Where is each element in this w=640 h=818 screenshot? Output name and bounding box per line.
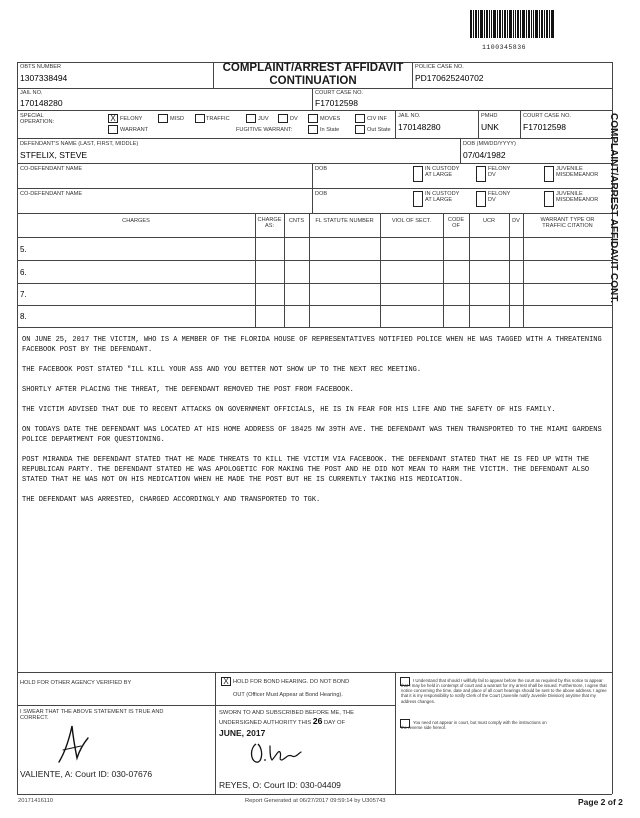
warrant-checkbox[interactable] — [108, 125, 118, 134]
barcode-number: 1100345836 — [482, 44, 527, 51]
narrative-paragraph: THE VICTIM ADVISED THAT DUE TO RECENT ATTACKS ON GOVERNMENT OFFICIALS, HE IS IN FEAR FOR HIS LIFE AND THE SAFETY OF HIS FAMILY. — [22, 406, 556, 414]
table-row: 8. — [20, 312, 27, 321]
divider — [478, 110, 479, 138]
in-custody: IN CUSTODY — [425, 166, 460, 172]
cnts-header: CNTS — [288, 218, 305, 224]
in-state-label: In State — [320, 127, 340, 133]
narrative-paragraph: THE FACEBOOK POST STATED "ILL KILL YOUR ASS AND YOU BETTER NOT SHOW UP TO THE NEXT REC MEETING. — [22, 366, 422, 374]
jail-label: JAIL NO. — [20, 90, 43, 96]
codefendant-dob-label: DOB — [315, 166, 328, 172]
felony-label: FELONY — [120, 116, 143, 122]
divider — [395, 672, 396, 794]
signature-reyes — [248, 738, 304, 768]
ucr-header: UCR — [482, 218, 496, 224]
codefendant-dob-label: DOB — [315, 191, 328, 197]
dob-value: 07/04/1982 — [463, 150, 506, 160]
felony-dv-label — [488, 166, 510, 178]
dv-header: DV — [512, 218, 520, 224]
warrant-header — [523, 217, 612, 230]
divider — [215, 672, 216, 794]
civ-inf-checkbox[interactable] — [355, 114, 365, 123]
special-jail-label: JAIL NO. — [398, 113, 421, 119]
warrant-h2: TRAFFIC CITATION — [542, 223, 593, 230]
col-line — [509, 213, 510, 327]
misd-checkbox[interactable] — [158, 114, 168, 123]
divider — [312, 88, 313, 110]
title-line-1: COMPLAINT/ARREST AFFIDAVIT — [222, 62, 404, 74]
row-line — [17, 163, 612, 164]
police-case-value: PD170625240702 — [415, 73, 484, 83]
row-line — [17, 138, 612, 139]
narrative-paragraph: THE DEFENDANT WAS ARRESTED, CHARGED ACCORDINGLY AND TRANSPORTED TO TGK. — [22, 496, 321, 504]
charge-as-header — [255, 217, 284, 230]
col-line — [284, 213, 285, 327]
hold-bond-text — [233, 679, 393, 699]
divider — [460, 138, 461, 163]
hold-bond-checkbox[interactable]: X — [221, 677, 231, 686]
police-case-label: POLICE CASE NO. — [415, 64, 464, 70]
moves-label: MOVES — [320, 116, 341, 122]
viol-header: VIOL OF SECT. — [391, 218, 432, 224]
title-line-2: CONTINUATION — [269, 74, 357, 87]
felony-dv-label — [488, 191, 510, 203]
row-line — [17, 283, 612, 284]
felony-dv-checkbox[interactable] — [476, 166, 486, 182]
charge-h1: CHARGE — [257, 217, 282, 223]
table-row: 7. — [20, 290, 27, 299]
narrative-paragraph: ON JUNE 25, 2017 THE VICTIM, WHO IS A MEMBER OF THE FLORIDA HOUSE OF REPRESENTATIVES NOTIFIED POLICE WHEN HE WAS TAGGED WITH A THREATENING FACEBOOK POST BY THE DEFENDANT. — [22, 336, 606, 354]
juv-label: JUV — [258, 116, 269, 122]
dv: DV — [488, 197, 496, 204]
narrative-paragraph: POST MIRANDA THE DEFENDANT STATED THAT HE MADE THREATS TO KILL THE VICTIM VIA FACEBOOK. THE DEFENDANT STATED THAT HE IS FED UP WITH THE REPUBLICAN PARTY. THE DEFENDANT STATED HE WAS APOLOGETIC FOR MAKING THE POST AND HE DID NOT MEAN TO HARM THE VICTIM. THE DEFENDANT ALSO STATED THAT HE WAS NOT ON HIS MEDICATION WHEN HE MADE THE POST BUT HE IS CURRENTLY TAKING HIS MEDICATION. — [22, 456, 594, 484]
felony: FELONY — [488, 191, 511, 197]
juvenile: JUVENILE — [556, 191, 583, 197]
table-row: 5. — [20, 245, 27, 254]
sworn-month: JUNE, 2017 — [219, 728, 266, 738]
sworn-day-of: DAY OF — [323, 719, 345, 726]
side-title-text: COMPLAINT/ARREST AFFIDAVIT CONT. — [608, 113, 619, 303]
court-case-value: F17012598 — [315, 98, 359, 108]
col-line — [309, 213, 310, 327]
juvenile-label — [556, 191, 598, 203]
form-id: 20171416110 — [18, 798, 54, 804]
col-line — [443, 213, 444, 327]
felony-checkbox[interactable]: X — [108, 114, 118, 123]
dv-label: DV — [290, 116, 298, 122]
custody-label — [425, 191, 459, 203]
out-state-label: Out State — [367, 127, 391, 133]
sworn-authority: UNDERSIGNED AUTHORITY THIS — [219, 719, 312, 726]
row-line — [17, 88, 612, 89]
warrant-label: WARRANT — [120, 127, 149, 133]
statute-header: FL STATUTE NUMBER — [315, 218, 374, 224]
col-line — [255, 213, 256, 327]
in-custody-checkbox[interactable] — [413, 166, 423, 182]
pmhd-label: PMHD — [481, 113, 498, 119]
table-row: 6. — [20, 268, 27, 277]
juvenile-label — [556, 166, 598, 178]
sworn-day: 26 — [312, 715, 323, 726]
charge-h2: AS: — [264, 223, 275, 230]
at-large: AT LARGE — [425, 172, 453, 179]
col-line — [380, 213, 381, 327]
footer-top-line — [17, 672, 612, 673]
barcode — [470, 10, 556, 40]
col-line — [469, 213, 470, 327]
juvenile-checkbox[interactable] — [544, 166, 554, 182]
operation-label: OPERATION: — [20, 119, 55, 126]
dob-label: DOB (MM/DD/YYYY) — [463, 141, 516, 147]
sworn-line2 — [219, 717, 393, 727]
custody-label — [425, 166, 459, 178]
misdemeanor: MISDEMEANOR — [556, 172, 599, 179]
felony: FELONY — [488, 166, 511, 172]
in-custody: IN CUSTODY — [425, 191, 460, 197]
codefendant-name-label: CO-DEFENDANT NAME — [20, 166, 83, 172]
row-line — [17, 705, 395, 706]
special-label: SPECIAL — [20, 113, 44, 119]
officer-2: REYES, O: Court ID: 030-04409 — [219, 780, 341, 790]
row-line — [17, 260, 612, 261]
code-of-header — [443, 217, 469, 230]
dv-checkbox[interactable] — [278, 114, 288, 123]
special-court-value: F17012598 — [523, 122, 567, 132]
out-state-checkbox[interactable] — [355, 125, 365, 134]
signature-valiente — [55, 722, 95, 766]
special-op-label — [20, 113, 54, 126]
report-generated: Report Generated at 06/27/2017 09:59:14 by U305743 — [245, 798, 386, 804]
charges-header: CHARGES — [122, 218, 150, 224]
juvenile-checkbox[interactable] — [544, 191, 554, 207]
court-case-label: COURT CASE NO. — [315, 90, 363, 96]
pmhd-value: UNK — [481, 122, 499, 132]
officer-1: VALIENTE, A: Court ID: 030-07676 — [20, 769, 153, 779]
obts-label: OBTS NUMBER — [20, 64, 62, 70]
defendant-name-label: DEFENDANT'S NAME (LAST, FIRST, MIDDLE) — [20, 141, 139, 147]
sworn-text — [219, 710, 393, 726]
jail-value: 170148280 — [20, 98, 63, 108]
felony-dv-checkbox[interactable] — [476, 191, 486, 207]
traffic-label: TRAFFIC — [206, 116, 230, 122]
divider — [412, 62, 413, 88]
no-appear-text: You need not appear in court, but must comply with the instructions on the reverse side hereof. — [401, 720, 547, 731]
footer-bottom-line — [17, 794, 612, 795]
warrant-h1: WARRANT TYPE OR — [540, 217, 595, 223]
defendant-name-value: STFELIX, STEVE — [20, 150, 88, 160]
misd-label: MISD — [170, 116, 184, 122]
page-number: Page 2 of 2 — [578, 797, 623, 807]
row-line — [17, 188, 612, 189]
narrative-paragraph: SHORTLY AFTER PLACING THE THREAT, THE DEFENDANT REMOVED THE POST FROM FACEBOOK. — [22, 386, 354, 394]
sworn-line1: SWORN TO AND SUBSCRIBED BEFORE ME, THE — [219, 710, 354, 716]
frame-left — [17, 672, 18, 794]
divider — [520, 110, 521, 138]
juv-checkbox[interactable] — [246, 114, 256, 123]
frame-right — [612, 672, 613, 794]
hold-other-agency: HOLD FOR OTHER AGENCY VERIFIED BY — [20, 680, 132, 686]
hold-bond-line1: HOLD FOR BOND HEARING. DO NOT BOND — [233, 679, 350, 685]
codefendant-name-label: CO-DEFENDANT NAME — [20, 191, 83, 197]
narrative — [22, 335, 607, 515]
fugitive-warrant-label: FUGITIVE WARRANT: — [236, 127, 293, 133]
special-jail-value: 170148280 — [398, 122, 441, 132]
at-large: AT LARGE — [425, 197, 453, 204]
page-title — [214, 62, 412, 87]
narrative-paragraph: ON TODAYS DATE THE DEFENDANT WAS LOCATED AT HIS HOME ADDRESS OF 18425 NW 39TH AVE. THE DEFENDANT WAS THEN TRANSPORTED TO THE MIAMI GARDENS POLICE DEPARTMENT FOR QUESTIONING. — [22, 426, 606, 444]
in-custody-checkbox[interactable] — [413, 191, 423, 207]
traffic-checkbox[interactable] — [195, 114, 205, 123]
obts-value: 1307338494 — [20, 73, 68, 83]
swear-statement: I SWEAR THAT THE ABOVE STATEMENT IS TRUE AND CORRECT. — [20, 709, 164, 722]
misdemeanor: MISDEMEANOR — [556, 197, 599, 204]
moves-checkbox[interactable] — [308, 114, 318, 123]
special-court-label: COURT CASE NO. — [523, 113, 571, 119]
frame-left — [17, 62, 18, 672]
side-title — [605, 113, 625, 318]
hold-bond-line2: OUT (Officer Must Appear at Bond Hearing). — [233, 692, 343, 699]
row-line — [17, 327, 612, 328]
row-line — [17, 110, 612, 111]
row-line — [17, 305, 612, 306]
col-line — [523, 213, 524, 327]
divider — [395, 110, 396, 138]
understand-text: I Understand that should I willfully fail to appear before the court as required by this notice to appear that I may be held in contempt of court and a warrant for my arrest shall be issued. Furthermore, I agree that notice concerning the time, date and place of all court hearings should be sent to the above address. I agree that it is my responsibility to notify Clerk of the Court (Juvenile notify Juvenile Division) anytime that my address changes. — [401, 678, 607, 704]
dv: DV — [488, 172, 496, 179]
code-h2: OF — [452, 223, 460, 230]
code-h1: CODE — [447, 217, 465, 223]
in-state-checkbox[interactable] — [308, 125, 318, 134]
juvenile: JUVENILE — [556, 166, 583, 172]
civ-inf-label: CIV INF — [367, 116, 387, 122]
